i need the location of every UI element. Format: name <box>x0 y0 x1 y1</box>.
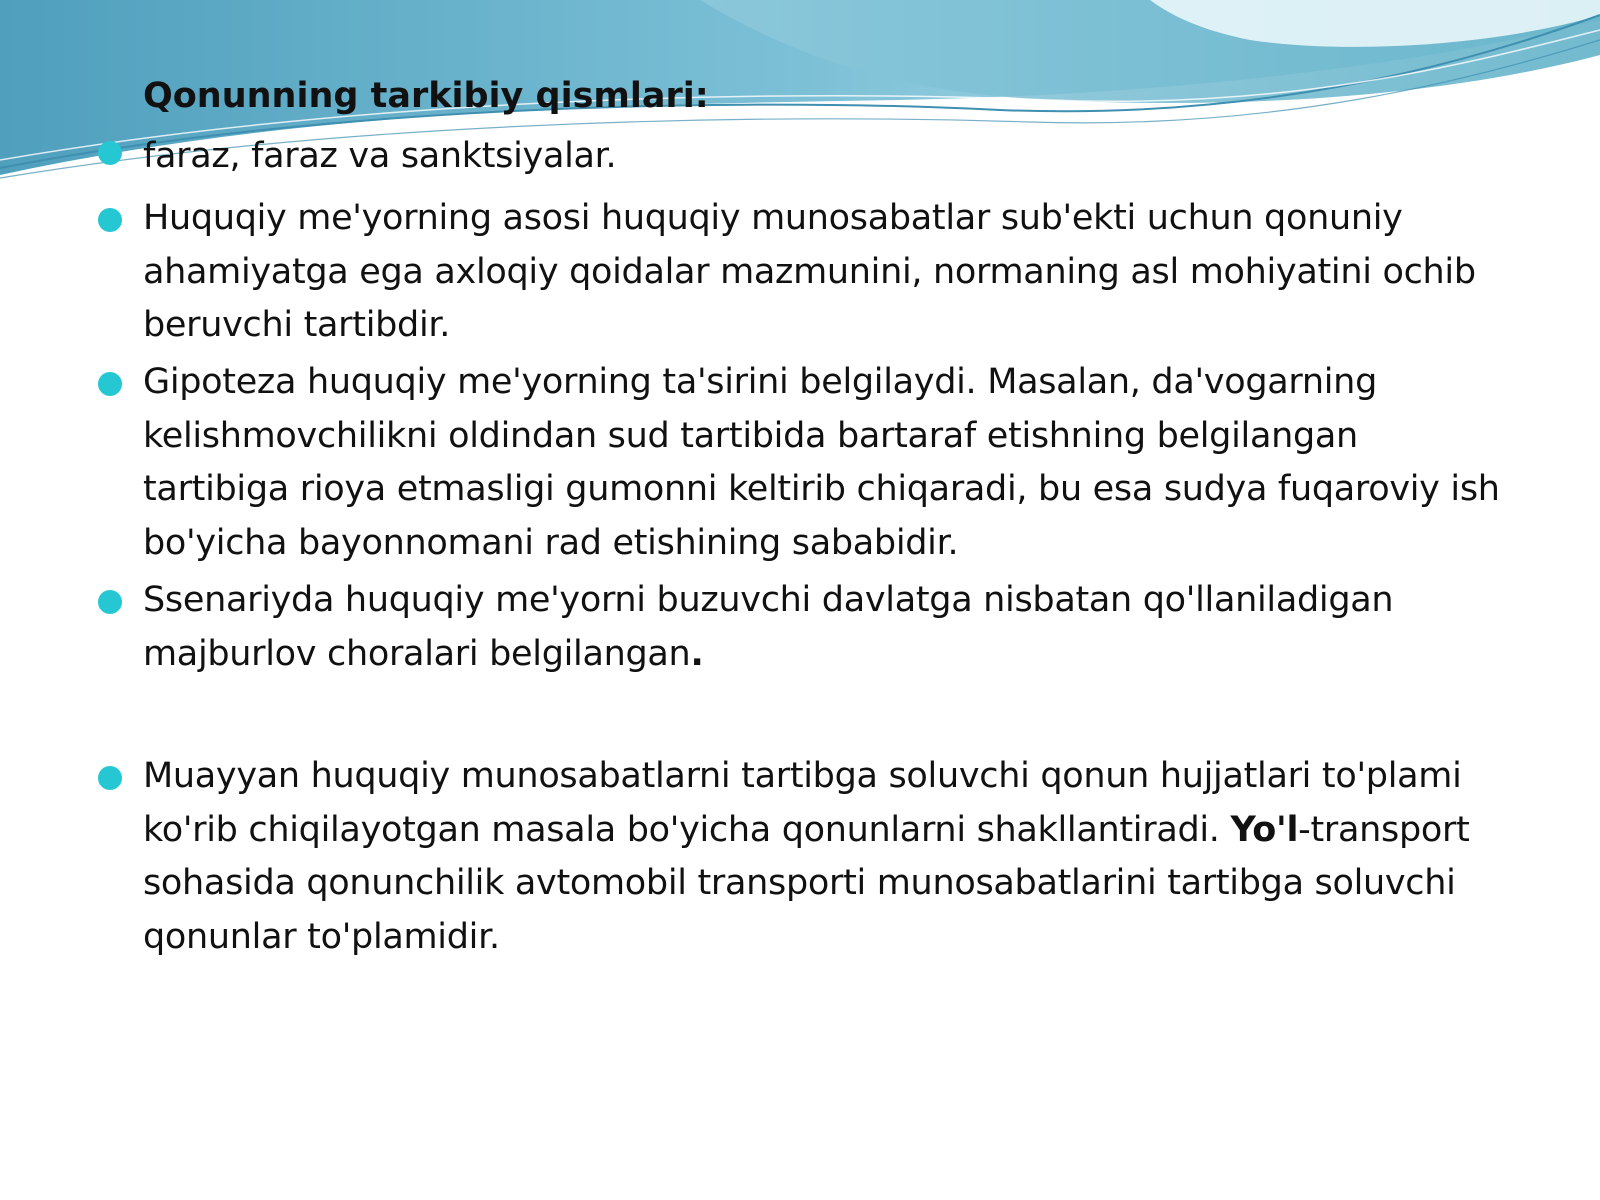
list-item <box>143 750 1503 964</box>
list-item-bold-term: Yo'l <box>1230 809 1299 850</box>
list-item <box>143 574 1503 681</box>
list-item-text: Huquqiy me'yorning asosi huquqiy munosabatlar sub'ekti uchun qonuniy ahamiyatga ega axloqiy qoidalar mazmunini, normaning asl mohiyatini ochib beruvchi tartibdir. <box>143 198 1476 345</box>
list-item-text: Ssenariyda huquqiy me'yorni buzuvchi davlatga nisbatan qo'llaniladigan majburlov choralari belgilangan <box>143 580 1394 674</box>
list-item <box>143 130 1503 184</box>
list-item-bold-period: . <box>690 633 704 674</box>
list-item-text: faraz, faraz va sanktsiyalar. <box>143 136 617 176</box>
bullet-dot-icon <box>98 372 122 396</box>
list-item <box>143 356 1503 570</box>
list-item-text: Muayyan huquqiy munosabatlarni tartibga soluvchi qonun hujjatlari to'plami ko'rib chiqilayotgan masala bo'yicha qonunlarni shakllantiradi. <box>143 756 1462 850</box>
list-item-text: Gipoteza huquqiy me'yorning ta'sirini belgilaydi. Masalan, da'vogarning kelishmovchilikni oldindan sud tartibida bartaraf etishning belgilangan tartibiga rioya etmasligi gumonni keltirib chiqaradi, bu esa sudya fuqaroviy ish bo'yicha bayonnomani rad etishining sababidir. <box>143 362 1500 563</box>
slide-heading: Qonunning tarkibiy qismlari: <box>143 76 709 116</box>
list-item <box>143 192 1503 353</box>
bullet-dot-icon <box>98 766 122 790</box>
bullet-dot-icon <box>98 208 122 232</box>
bullet-dot-icon <box>98 141 122 165</box>
list-item-text-rest: -transport sohasida qonunchilik avtomobil transporti munosabatlarini tartibga soluvchi qonunlar to'plamidir. <box>143 809 1470 957</box>
bullet-dot-icon <box>98 590 122 614</box>
